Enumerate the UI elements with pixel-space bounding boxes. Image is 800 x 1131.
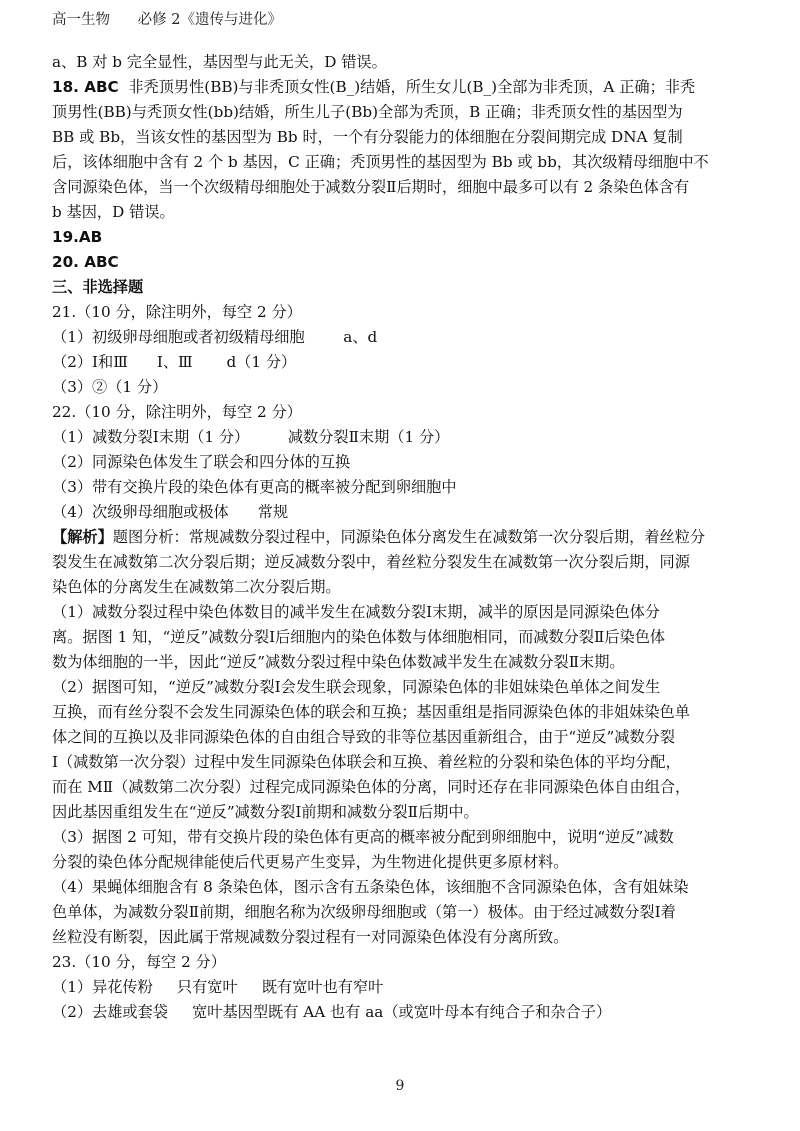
text-line: （2）据图可知，“逆反”减数分裂Ⅰ会发生联会现象，同源染色体的非姐妹染色单体之间发生 (52, 678, 661, 696)
answer-number: 20. ABC (52, 253, 119, 271)
analysis-line (52, 525, 752, 550)
text-line: 丝粒没有断裂，因此属于常规减数分裂过程有一对同源染色体没有分离所致。 (52, 928, 569, 946)
text-line: a、B 对 b 完全显性，基因型与此无关，D 错误。 (52, 53, 387, 71)
section-title: 三、非选择题 (52, 278, 144, 296)
text-line: 因此基因重组发生在“逆反”减数分裂Ⅰ前期和减数分裂Ⅱ后期中。 (52, 803, 479, 821)
text-line: 后，该体细胞中含有 2 个 b 基因，C 正确；秃顶男性的基因型为 Bb 或 bb，其次级精母细胞中不 (52, 153, 709, 171)
text-line: （4）果蝇体细胞含有 8 条染色体，图示含有五条染色体，该细胞不含同源染色体，含有姐妹染 (52, 878, 689, 896)
page-number: 9 (395, 1078, 405, 1094)
question-heading: 22.（10 分，除注明外，每空 2 分） (52, 403, 302, 421)
text-line: 体之间的互换以及非同源染色体的自由组合导致的非等位基因重新组合，由于“逆反”减数分裂 (52, 728, 676, 746)
analysis-label: 【解析】 (52, 528, 113, 546)
text-line: （3）据图 2 可知，带有交换片段的染色体有更高的概率被分配到卵细胞中，说明“逆反”减数 (52, 828, 674, 846)
text-line: （1）异花传粉 只有宽叶 既有宽叶也有窄叶 (52, 978, 384, 996)
question-heading: 23.（10 分，每空 2 分） (52, 953, 226, 971)
text-line: （2）去雄或套袋 宽叶基因型既有 AA 也有 aa（或宽叶母本有纯合子和杂合子） (52, 1003, 612, 1021)
text-line: （1）减数分裂过程中染色体数目的减半发生在减数分裂Ⅰ末期，减半的原因是同源染色体分 (52, 603, 660, 621)
answer-content (52, 50, 752, 1025)
answer-number: 19.AB (52, 228, 103, 246)
section-heading (52, 275, 752, 300)
header-subject: 高一生物 (52, 12, 110, 28)
text-line: （3）②（1 分） (52, 378, 168, 396)
question-heading: 21.（10 分，除注明外，每空 2 分） (52, 303, 302, 321)
text-line: （1）减数分裂Ⅰ末期（1 分） 减数分裂Ⅱ末期（1 分） (52, 428, 450, 446)
text-line: 色单体，为减数分裂Ⅱ前期，细胞名称为次级卵母细胞或（第一）极体。由于经过减数分裂Ⅰ着 (52, 903, 676, 921)
answer-18 (52, 75, 752, 100)
text-line: 数为体细胞的一半，因此“逆反”减数分裂过程中染色体数减半发生在减数分裂Ⅱ末期。 (52, 653, 625, 671)
text-line: Ⅰ（减数第一次分裂）过程中发生同源染色体联会和互换、着丝粒的分裂和染色体的平均分配， (52, 753, 681, 771)
text-line: （2）Ⅰ和Ⅲ Ⅰ、Ⅲ d（1 分） (52, 353, 297, 371)
text-line: 而在 MⅡ（减数第二次分裂）过程完成同源染色体的分离，同时还存在非同源染色体自由组合， (52, 778, 691, 796)
answer-number: 18. ABC (52, 78, 119, 96)
text-line: 分裂的染色体分配规律能使后代更易产生变异，为生物进化提供更多原材料。 (52, 853, 569, 871)
text-line: （1）初级卵母细胞或者初级精母细胞 a、d (52, 328, 378, 346)
text-line: 含同源染色体，当一个次级精母细胞处于减数分裂Ⅱ后期时，细胞中最多可以有 2 条染色体含有 (52, 178, 690, 196)
page-header (52, 8, 282, 29)
text-line: BB 或 Bb，当该女性的基因型为 Bb 时，一个有分裂能力的体细胞在分裂间期完成 DNA 复制 (52, 128, 683, 146)
text-line: b 基因，D 错误。 (52, 203, 175, 221)
text-line: 裂发生在减数第二次分裂后期；逆反减数分裂中，着丝粒分裂发生在减数第一次分裂后期，同源 (52, 553, 690, 571)
header-book: 必修 2《遗传与进化》 (137, 12, 282, 28)
answer-20 (52, 250, 752, 275)
text-line: （2）同源染色体发生了联会和四分体的互换 (52, 453, 351, 471)
answer-19 (52, 225, 752, 250)
text-line: （4）次级卵母细胞或极体 常规 (52, 503, 289, 521)
text-line: 离。据图 1 知，“逆反”减数分裂Ⅰ后细胞内的染色体数与体细胞相同，而减数分裂Ⅱ后染色体 (52, 628, 666, 646)
text-line: 染色体的分离发生在减数第二次分裂后期。 (52, 578, 341, 596)
text-line: 顶男性(BB)与秃顶女性(bb)结婚，所生儿子(Bb)全部为秃顶，B 正确；非秃顶女性的基因型为 (52, 103, 683, 121)
analysis-text: 题图分析：常规减数分裂过程中，同源染色体分离发生在减数第一次分裂后期，着丝粒分 (112, 528, 706, 546)
text-line: 互换，而有丝分裂不会发生同源染色体的联会和互换；基因重组是指同源染色体的非姐妹染色单 (52, 703, 690, 721)
answer-text: 非秃顶男性(BB)与非秃顶女性(B_)结婚，所生女儿(B_)全部为非秃顶，A 正确；非秃 (118, 78, 696, 96)
text-line: （3）带有交换片段的染色体有更高的概率被分配到卵细胞中 (52, 478, 457, 496)
